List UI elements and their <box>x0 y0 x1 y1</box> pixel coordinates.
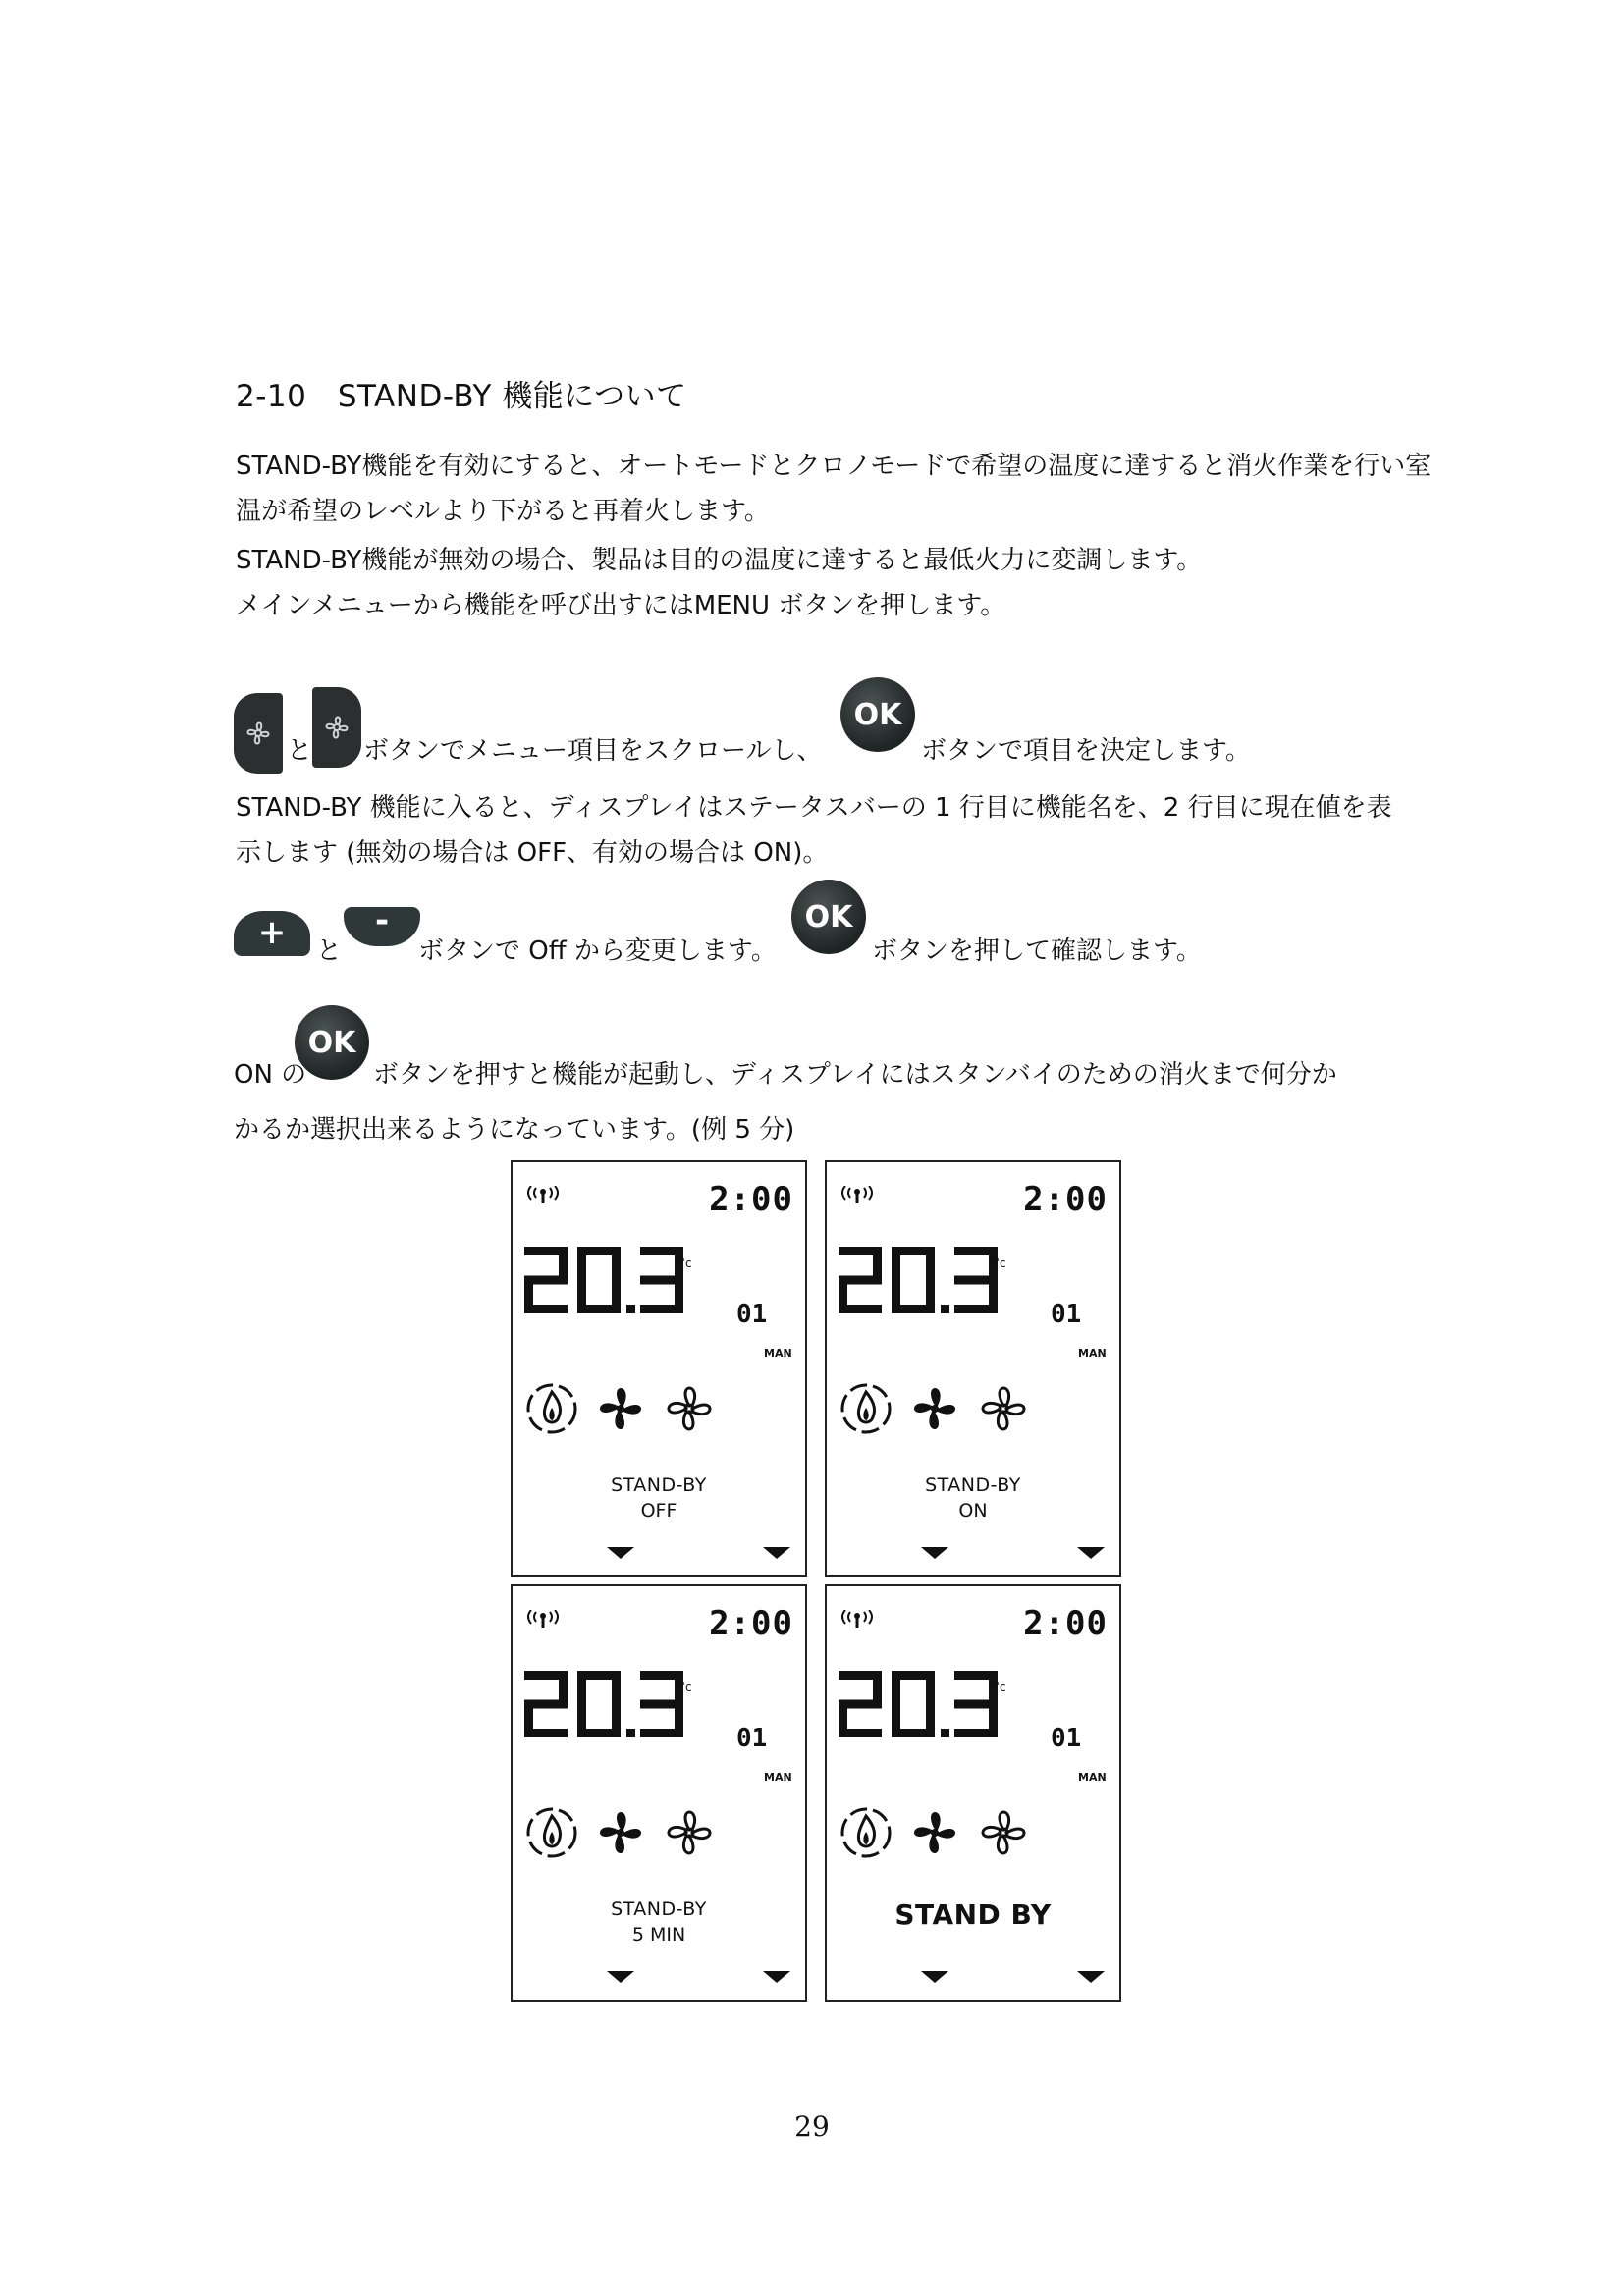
status-icons <box>522 1374 738 1443</box>
flame-icon <box>528 1385 575 1432</box>
paragraph-line: STAND-BY 機能に入ると、ディスプレイはステータスバーの 1 行目に機能名を、2 行目に現在値を表 <box>236 793 1392 823</box>
temperature-readout <box>839 1671 1000 1739</box>
clock-readout: 2:00 <box>709 1180 793 1219</box>
display-panel <box>511 1584 807 2002</box>
fan-outline-icon <box>983 1388 1024 1429</box>
arrow-down-icon <box>1077 1971 1105 1983</box>
fan-icon <box>914 1812 955 1853</box>
paragraph-display <box>236 785 1392 876</box>
signal-icon <box>526 1186 560 1205</box>
fan-icon <box>914 1388 955 1429</box>
arrow-down-icon <box>763 1971 790 1983</box>
flame-icon <box>842 1385 890 1432</box>
flame-icon <box>528 1809 575 1856</box>
status-icons <box>837 1798 1053 1867</box>
minus-icon: - <box>374 901 390 940</box>
standby-status: STAND BY <box>894 1898 1052 1931</box>
ok-button-icon: OK <box>840 677 915 752</box>
fan-icon <box>322 713 352 742</box>
arrow-down-icon <box>921 1971 948 1983</box>
confirm-text: ボタンで項目を決定します。 <box>921 736 1251 766</box>
instruction-row-change <box>234 880 1412 978</box>
arrow-down-icon <box>921 1547 948 1559</box>
ok-button-icon: OK <box>791 880 866 954</box>
temperature-readout <box>524 1671 685 1739</box>
program-number: 01 <box>736 1724 768 1753</box>
program-number: 01 <box>1051 1724 1082 1753</box>
plus-icon: + <box>257 913 287 952</box>
flame-icon <box>842 1809 890 1856</box>
function-name: STAND-BY <box>611 1898 707 1920</box>
change-text: ボタンで Off から変更します。 <box>418 936 777 966</box>
arrow-down-icon <box>607 1547 634 1559</box>
arrow-down-icon <box>1077 1547 1105 1559</box>
clock-readout: 2:00 <box>1023 1604 1108 1643</box>
status-icons <box>522 1798 738 1867</box>
on-description: ボタンを押すと機能が起動し、ディスプレイにはスタンバイのための消火まで何分か <box>373 1060 1337 1090</box>
instruction-row-on <box>234 999 1510 1156</box>
function-name: STAND-BY <box>611 1474 707 1496</box>
degree-unit: °c <box>679 1256 692 1270</box>
mode-label: MAN <box>764 1347 792 1360</box>
arrow-down-icon <box>607 1971 634 1983</box>
page-number: 29 <box>794 2110 830 2143</box>
clock-readout: 2:00 <box>1023 1180 1108 1219</box>
signal-icon <box>840 1186 874 1205</box>
fan-icon <box>600 1812 641 1853</box>
program-number: 01 <box>736 1300 768 1329</box>
display-panel <box>825 1584 1121 2002</box>
section-title: 2-10 STAND-BY 機能について <box>236 379 687 414</box>
plus-button-icon <box>234 911 310 956</box>
fan-outline-icon <box>669 1812 710 1853</box>
paragraph-line: STAND-BY機能が無効の場合、製品は目的の温度に達すると最低火力に変調します。 <box>236 546 1203 575</box>
minus-button-icon <box>344 901 420 946</box>
degree-unit: °c <box>994 1256 1006 1270</box>
mode-label: MAN <box>764 1771 792 1784</box>
on-text: ON の <box>234 1060 307 1090</box>
instruction-row-scroll <box>234 677 1412 775</box>
degree-unit: °c <box>679 1681 692 1694</box>
and-text: と <box>316 936 343 966</box>
fan-icon <box>244 719 273 748</box>
function-value: OFF <box>640 1500 677 1522</box>
mode-label: MAN <box>1078 1771 1107 1784</box>
signal-icon <box>526 1610 560 1629</box>
scroll-text: ボタンでメニュー項目をスクロールし、 <box>363 736 823 766</box>
status-icons <box>837 1374 1053 1443</box>
signal-icon <box>840 1610 874 1629</box>
display-panel <box>825 1160 1121 1577</box>
paragraph-disabled <box>236 538 1202 628</box>
function-value: ON <box>958 1500 988 1522</box>
confirm-text: ボタンを押して確認します。 <box>872 936 1202 966</box>
program-number: 01 <box>1051 1300 1082 1329</box>
arrow-down-icon <box>763 1547 790 1559</box>
and-text: と <box>287 736 313 766</box>
temperature-readout <box>839 1247 1000 1315</box>
paragraph-line: メインメニューから機能を呼び出すにはMENU ボタンを押します。 <box>236 591 1006 620</box>
fan-outline-icon <box>983 1812 1024 1853</box>
paragraph-line: 温が希望のレベルより下がると再着火します。 <box>236 497 770 526</box>
function-value: 5 MIN <box>631 1924 686 1946</box>
function-name: STAND-BY <box>925 1474 1021 1496</box>
degree-unit: °c <box>994 1681 1006 1694</box>
fan-icon <box>600 1388 641 1429</box>
fan-outline-icon <box>669 1388 710 1429</box>
paragraph-line: STAND-BY機能を有効にすると、オートモードとクロノモードで希望の温度に達すると消火作業を行い室 <box>236 452 1432 481</box>
paragraph-intro <box>236 444 1431 534</box>
fan-left-button-icon <box>234 693 283 774</box>
temperature-readout <box>524 1247 685 1315</box>
paragraph-line: 示します (無効の場合は OFF、有効の場合は ON)。 <box>236 838 829 868</box>
on-description-line2: かるか選択出来るようになっています。(例 5 分) <box>234 1115 795 1145</box>
clock-readout: 2:00 <box>709 1604 793 1643</box>
fan-right-button-icon <box>312 687 361 768</box>
ok-button-icon: OK <box>295 1005 369 1080</box>
display-panel <box>511 1160 807 1577</box>
mode-label: MAN <box>1078 1347 1107 1360</box>
